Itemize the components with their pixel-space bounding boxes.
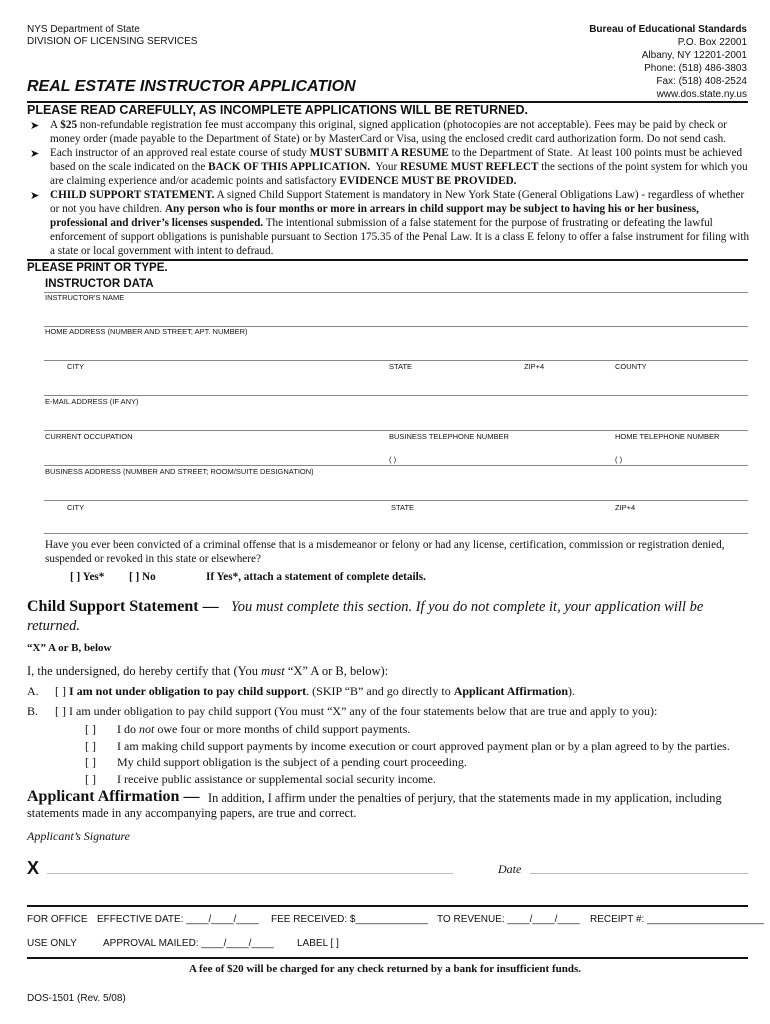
child-support-instruction-2: returned. [27, 618, 81, 634]
arrow-bullet-icon: ➤ [30, 190, 40, 202]
field-line[interactable] [44, 430, 748, 431]
child-support-title: Child Support Statement — [27, 598, 219, 615]
page-title: REAL ESTATE INSTRUCTOR APPLICATION [27, 78, 356, 95]
xab-note: “X” A or B, below [27, 642, 112, 654]
date-field[interactable] [530, 873, 748, 874]
city-label: CITY [67, 362, 85, 371]
office-use-label: FOR OFFICE [27, 914, 88, 925]
home-phone-label: HOME TELEPHONE NUMBER [615, 432, 720, 441]
divider [27, 905, 748, 907]
business-zip-label: ZIP+4 [615, 503, 636, 512]
option-b-checkbox[interactable]: [ ] I am under obligation to pay child support (You must “X” any of the four statements below that are true and apply to you): [55, 704, 658, 718]
option-b-label: B. [27, 704, 39, 718]
field-line[interactable] [44, 395, 748, 396]
fee-bullet: A $25 non-refundable registration fee must accompany this original, signed application (photocopies are not acceptable). Fees may be paid by check or money order (made payable to the Department of State) or by MasterCard or Visa, using the enclosed credit card authorization form. Do not send cash. [50, 119, 727, 145]
dept-name: NYS Department of State [27, 24, 140, 35]
phone: Phone: (518) 486-3803 [644, 63, 747, 74]
city-zip: Albany, NY 12201-2001 [641, 50, 747, 61]
certify-text: I, the undersigned, do hereby certify that (You must “X” A or B, below): [27, 664, 389, 678]
business-phone-area-code: ( ) [389, 455, 397, 464]
zip-label: ZIP+4 [524, 362, 545, 371]
receipt-field: RECEIPT #: _____________________ [590, 914, 764, 925]
label-field: LABEL [ ] [297, 938, 339, 949]
occupation-label: CURRENT OCCUPATION [45, 432, 133, 441]
affirmation-text: In addition, I affirm under the penalties of perjury, that the statements made in my application, including [208, 791, 722, 805]
fax: Fax: (518) 408-2524 [656, 76, 747, 87]
approval-mailed-field: APPROVAL MAILED: ____/____/____ [103, 938, 274, 949]
option-text: I am making child support payments by income execution or court approved payment plan or by a plan agreed to by the parties. [117, 738, 730, 753]
option-checkbox[interactable]: [ ] [85, 722, 96, 736]
option-checkbox[interactable]: [ ] [85, 738, 96, 753]
print-instruction: PLEASE PRINT OR TYPE. [27, 262, 168, 274]
signature-field[interactable] [47, 873, 453, 874]
business-city-label: CITY [67, 503, 85, 512]
child-support-instruction: You must complete this section. If you do not complete it, your application will be [231, 599, 704, 615]
business-address-label: BUSINESS ADDRESS (NUMBER AND STREET; ROOM/SUITE DESIGNATION) [45, 467, 314, 476]
yes-note: If Yes*, attach a statement of complete details. [206, 571, 426, 583]
bureau-name: Bureau of Educational Standards [589, 24, 747, 35]
state-label: STATE [389, 362, 413, 371]
po-box: P.O. Box 22001 [677, 37, 747, 48]
website-link[interactable]: www.dos.state.ny.us [656, 89, 747, 100]
notice-heading: PLEASE READ CAREFULLY, AS INCOMPLETE APPLICATIONS WILL BE RETURNED. [27, 103, 528, 117]
business-phone-label: BUSINESS TELEPHONE NUMBER [389, 432, 509, 441]
option-checkbox[interactable]: [ ] [85, 755, 96, 769]
county-label: COUNTY [615, 362, 647, 371]
field-line[interactable] [44, 292, 748, 293]
option-a-checkbox[interactable]: [ ] I am not under obligation to pay child support. (SKIP “B” and go directly to Applicant Affirmation). [55, 684, 576, 698]
option-text: I receive public assistance or supplemental social security income. [117, 771, 436, 786]
home-phone-area-code: ( ) [615, 455, 623, 464]
form-id: DOS-1501 (Rev. 5/08) [27, 993, 126, 1004]
option-text: My child support obligation is the subject of a pending court proceeding. [117, 755, 467, 769]
home-address-label: HOME ADDRESS (NUMBER AND STREET; APT. NUMBER) [45, 327, 248, 336]
option-checkbox[interactable]: [ ] [85, 771, 96, 786]
fee-received-field: FEE RECEIVED: $_____________ [271, 914, 428, 925]
option-text: I do not owe four or more months of child support payments. [117, 722, 411, 736]
field-line[interactable] [44, 533, 748, 534]
office-use-label-2: USE ONLY [27, 938, 77, 949]
arrow-bullet-icon: ➤ [30, 148, 40, 160]
date-label: Date [498, 862, 522, 876]
returned-check-fee-note: A fee of $20 will be charged for any check returned by a bank for insufficient funds. [188, 963, 582, 975]
effective-date-field: EFFECTIVE DATE: ____/____/____ [97, 914, 259, 925]
signature-label: Applicant’s Signature [27, 829, 130, 843]
instructor-name-label: INSTRUCTOR'S NAME [45, 293, 125, 302]
conviction-question: Have you ever been convicted of a criminal offense that is a misdemeanor or felony or had any license, certification, commission or registration denied, [45, 539, 725, 551]
to-revenue-field: TO REVENUE: ____/____/____ [437, 914, 580, 925]
resume-bullet: Each instructor of an approved real estate course of study MUST SUBMIT A RESUME to the Department of State. At least 100 points must be achieved based on the scale indicated on the BACK OF THIS APPLICATION. Your RESUME MUST REFLECT the sections of the point system for which you are claiming experience and/or academic points and satisfactory EVIDENCE MUST BE PROVIDED. [50, 147, 748, 187]
signature-x-mark: X [27, 858, 40, 878]
divider [27, 259, 748, 261]
affirmation-title: Applicant Affirmation — [27, 788, 200, 805]
business-state-label: STATE [391, 503, 415, 512]
no-checkbox[interactable]: [ ] No [129, 571, 156, 583]
section-heading: INSTRUCTOR DATA [45, 278, 154, 290]
field-line[interactable] [44, 500, 748, 501]
yes-checkbox[interactable]: [ ] Yes* [70, 571, 105, 583]
arrow-bullet-icon: ➤ [30, 120, 40, 132]
option-a-label: A. [27, 684, 39, 698]
affirmation-text-2: statements made in any accompanying papers, are true and correct. [27, 806, 357, 820]
email-label: E-MAIL ADDRESS (IF ANY) [45, 397, 139, 406]
divider [27, 957, 748, 959]
field-line[interactable] [44, 465, 748, 466]
field-line[interactable] [44, 360, 748, 361]
conviction-question-2: suspended or revoked in this state or elsewhere? [45, 553, 261, 565]
child-support-bullet: CHILD SUPPORT STATEMENT. A signed Child Support Statement is mandatory in New York State (General Obligations Law) - regardless of whether or not you have children. Any person who is four months or more in arrears in child support may be subject to having his or her business, professional and driver’s licenses suspended. The intentional submission of a false statement for the purpose of frustrating or defeating the lawful enforcement of support obligations is punishable pursuant to Section 175.35 of the Penal Law. It is a class E felony to offer a false instrument for filing with a state or local government with intent to defraud. [50, 189, 750, 257]
division-name: DIVISION OF LICENSING SERVICES [27, 36, 198, 47]
